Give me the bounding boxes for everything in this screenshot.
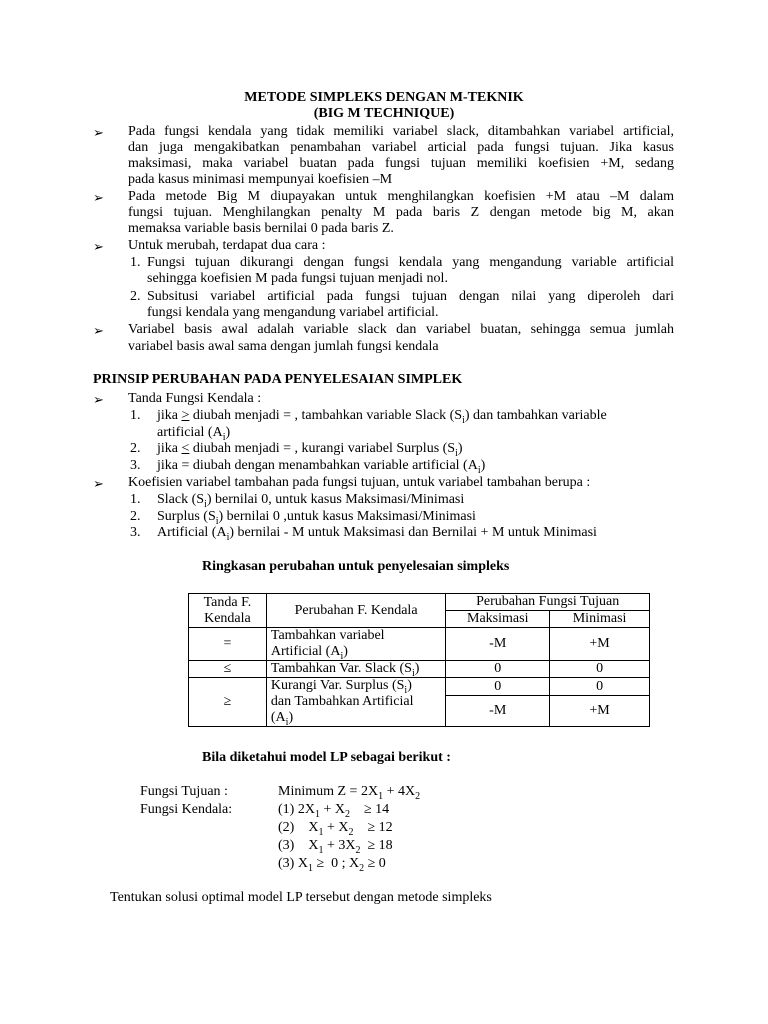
row-change: Kurangi Var. Surplus $(S_i)$ dan Tambahkan Artificial $(A_i)$ <box>266 678 445 727</box>
s2-b2-item3-num: 3. <box>130 525 141 540</box>
s2-b1-item1-line2: artificial $(A_i)$ <box>157 425 231 443</box>
intro-b4-line1: Variabel basis awal adalah variable slack dan variabel buatan, sehingga semua jumlah <box>128 322 674 337</box>
task-text: Tentukan solusi optimal model LP tersebut dengan metode simpleks <box>110 890 492 905</box>
table-row <box>189 661 650 678</box>
row-change: Tambahkan Var. Slack $(S_i)$ <box>266 661 445 678</box>
intro-b3-item2-line1: Subsitusi variabel artificial pada fungsi tujuan dengan nilai yang diperoleh dari <box>147 289 674 304</box>
bullet-arrow-icon: ➢ <box>93 190 104 205</box>
table-row <box>189 678 650 696</box>
bullet-arrow-icon: ➢ <box>93 392 104 407</box>
row-max: -M <box>446 628 550 661</box>
row-min: +M <box>550 628 650 661</box>
s2-b1-item1: jika > diubah menjadi = , tambahkan variable Slack $(S_i)$ dan tambahkan variable <box>157 408 607 426</box>
constraint-nonneg: (3) $X_1 \ge 0$ ; $X_2 \ge 0$ <box>278 856 386 874</box>
intro-b1-line2: dan juga mengakibatkan penambahan variabel articial pada fungsi tujuan. Jika kasus <box>128 140 674 155</box>
row-min: +M <box>550 696 650 727</box>
row-min: 0 <box>550 661 650 678</box>
bullet-arrow-icon: ➢ <box>93 239 104 254</box>
summary-table <box>188 593 650 727</box>
header-tanda: Tanda F. Kendala <box>189 594 267 628</box>
s2-b2-item2: Surplus $(S_i)$ bernilai 0 ,untuk kasus Maksimasi/Minimasi <box>157 509 476 527</box>
intro-b3-item1-line2: sehingga koefisien M pada fungsi tujuan menjadi nol. <box>147 271 448 286</box>
s2-b2-item3: Artificial $(A_i)$ bernilai - M untuk Maksimasi dan Bernilai + M untuk Minimasi <box>157 525 597 543</box>
s2-b1-item2-num: 2. <box>130 441 141 456</box>
row-sign: ≤ <box>189 661 267 678</box>
row-sign: ≥ <box>189 678 267 727</box>
s2-b1-item1-num: 1. <box>130 408 141 423</box>
constraints-label: Fungsi Kendala: <box>140 802 233 817</box>
constraint-1: (1) $2X_1 + X_2$ ≥ 14 <box>278 802 390 820</box>
row-min: 0 <box>550 678 650 696</box>
s2-b2-item1-num: 1. <box>130 492 141 507</box>
s2-b2-item1: Slack $(S_i)$ bernilai 0, untuk kasus Maksimasi/Minimasi <box>157 492 465 510</box>
intro-b1-line4: pada kasus minimasi mempunyai koefisien –M <box>128 172 393 187</box>
row-sign: = <box>189 628 267 661</box>
row-max: 0 <box>446 678 550 696</box>
s2-b1-item3: jika = diubah dengan menambahkan variable artificial $(A_i)$ <box>157 458 486 476</box>
header-perubahan-kendala: Perubahan F. Kendala <box>266 594 445 628</box>
intro-b3-item2-num: 2. <box>130 289 141 304</box>
constraint-3: (3) $X_1 + 3X_2 \ge 18$ <box>278 838 393 856</box>
intro-b3-item1-num: 1. <box>130 255 141 270</box>
s2-b1-item2: jika < diubah menjadi = , kurangi variabel Surplus $(S_i)$ <box>157 441 463 459</box>
row-max: -M <box>446 696 550 727</box>
s2-b1-item3-num: 3. <box>130 458 141 473</box>
intro-b4-line2: variabel basis awal sama dengan jumlah fungsi kendala <box>128 339 439 354</box>
section-heading: PRINSIP PERUBAHAN PADA PENYELESAIAN SIMPLEK <box>93 372 463 387</box>
intro-b3-item2-line2: fungsi kendala yang mengandung variabel artificial. <box>147 305 439 320</box>
row-max: 0 <box>446 661 550 678</box>
intro-b3-item1-line1: Fungsi tujuan dikurangi dengan fungsi kendala yang mengandung variable artificial <box>147 255 674 270</box>
intro-b1-line1: Pada fungsi kendala yang tidak memiliki variabel slack, ditambahkan variabel artificial, <box>128 124 674 139</box>
s2-b1: Tanda Fungsi Kendala : <box>128 391 262 406</box>
header-minimasi: Minimasi <box>550 611 650 628</box>
intro-b2-line3: memaksa variable basis bernilai 0 pada baris Z. <box>128 221 394 236</box>
summary-caption: Ringkasan perubahan untuk penyelesaian simpleks <box>202 559 510 574</box>
header-maksimasi: Maksimasi <box>446 611 550 628</box>
model-heading: Bila diketahui model LP sebagai berikut : <box>202 750 451 765</box>
bullet-arrow-icon: ➢ <box>93 125 104 140</box>
objective-function: Minimum $Z = 2X_1 + 4X_2$ <box>278 784 421 802</box>
table-row <box>189 628 650 661</box>
intro-b3: Untuk merubah, terdapat dua cara : <box>128 238 326 253</box>
table-header-row <box>189 594 650 611</box>
intro-b1-line3: maksimasi, maka variabel buatan pada fungsi tujuan memiliki koefisien +M, sedang <box>128 156 674 171</box>
page-subtitle: (BIG M TECHNIQUE) <box>313 106 455 121</box>
intro-b2-line1: Pada metode Big M diupayakan untuk menghilangkan koefisien +M atau –M dalam <box>128 189 674 204</box>
constraint-2: (2) $X_1 + X_2$ ≥ 12 <box>278 820 393 838</box>
objective-label: Fungsi Tujuan : <box>140 784 228 799</box>
row-change: Tambahkan variabel Artificial $(A_i)$ <box>266 628 445 661</box>
intro-b2-line2: fungsi tujuan. Menghilangkan penalty M pada baris Z dengan metode big M, akan <box>128 205 674 220</box>
header-perubahan-tujuan: Perubahan Fungsi Tujuan <box>446 594 650 611</box>
bullet-arrow-icon: ➢ <box>93 476 104 491</box>
s2-b2: Koefisien variabel tambahan pada fungsi tujuan, untuk variabel tambahan berupa : <box>128 475 591 490</box>
page-title: METODE SIMPLEKS DENGAN M-TEKNIK <box>244 90 524 105</box>
bullet-arrow-icon: ➢ <box>93 323 104 338</box>
s2-b2-item2-num: 2. <box>130 509 141 524</box>
